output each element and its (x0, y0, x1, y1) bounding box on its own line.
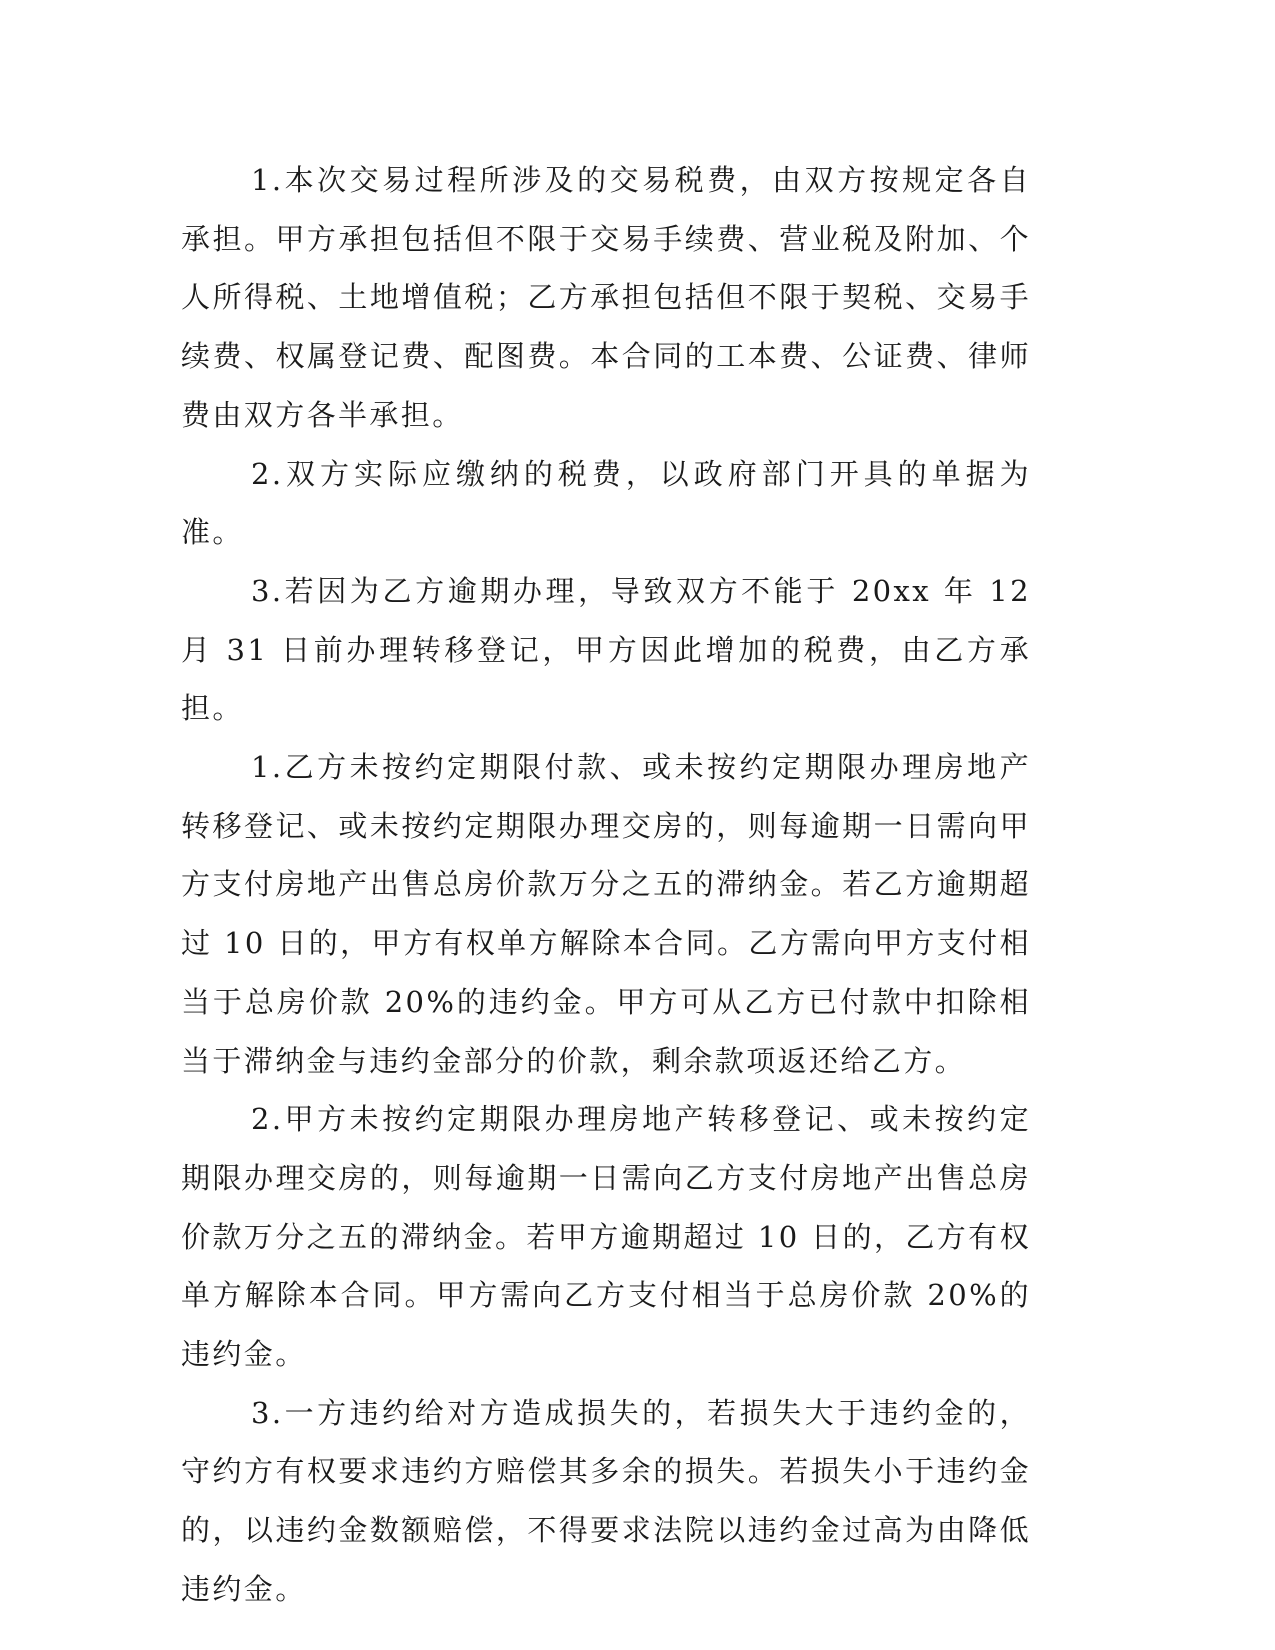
paragraph-buyer-default: 1.乙方未按约定期限付款、或未按约定期限办理房地产转移登记、或未按约定期限办理交房的，则每逾期一日需向甲方支付房地产出售总房价款万分之五的滞纳金。若乙方逾期超过 10 日的，甲方有权单方解除本合同。乙方需向甲方支付相当于总房价款 20%的违约金。甲方可从乙方已付款中扣除相当于滞纳金与违约金部分的价款，剩余款项返还给乙方。 (181, 750, 1031, 1078)
paragraph-tax-split: 1.本次交易过程所涉及的交易税费，由双方按规定各自承担。甲方承担包括但不限于交易手续费、营业税及附加、个人所得税、土地增值税；乙方承担包括但不限于契税、交易手续费、权属登记费、配图费。本合同的工本费、公证费、律师费由双方各半承担。 (181, 163, 1031, 432)
document-body (181, 151, 1031, 1619)
paragraph-overdue-tax: 3.若因为乙方逾期办理，导致双方不能于 20xx 年 12 月 31 日前办理转移登记，甲方因此增加的税费，由乙方承担。 (181, 573, 1031, 726)
paragraph-seller-default: 2.甲方未按约定期限办理房地产转移登记、或未按约定期限办理交房的，则每逾期一日需向乙方支付房地产出售总房价款万分之五的滞纳金。若甲方逾期超过 10 日的，乙方有权单方解除本合同。甲方需向乙方支付相当于总房价款 20%的违约金。 (181, 1102, 1031, 1372)
paragraph-damages: 3.一方违约给对方造成损失的，若损失大于违约金的，守约方有权要求违约方赔偿其多余的损失。若损失小于违约金的，以违约金数额赔偿，不得要求法院以违约金过高为由降低违约金。 (181, 1395, 1031, 1606)
paragraph-tax-receipts: 2.双方实际应缴纳的税费，以政府部门开具的单据为准。 (181, 456, 1031, 550)
